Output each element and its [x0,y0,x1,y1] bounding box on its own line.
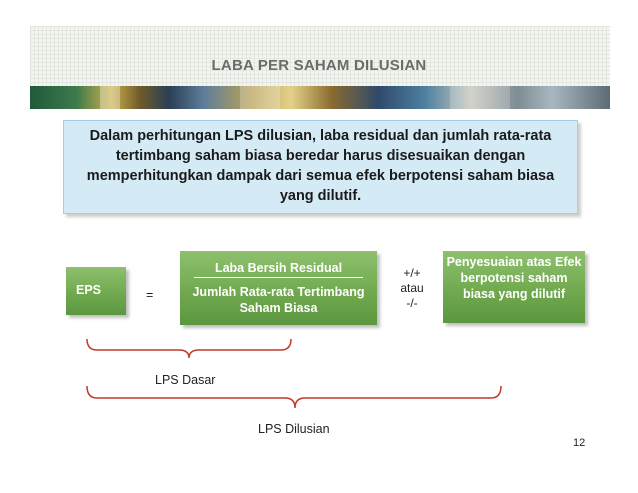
eps-label: EPS [76,283,102,297]
slide-title: LABA PER SAHAM DILUSIAN [211,57,427,74]
fraction-denominator: Jumlah Rata-rata Tertimbang Saham Biasa [192,285,365,315]
equals-sign: = [146,288,154,302]
lps-dilusian-label: LPS Dilusian [258,422,330,436]
page-number: 12 [573,437,586,449]
brace-basic [87,339,291,358]
operator-plus: +/+ [403,266,421,280]
definition-text: Dalam perhitungan LPS dilusian, laba residual dan jumlah rata-rata tertimbang saham biasa beredar harus disesuaikan dengan memperhitungkan dampak dari semua efek berpotensi saham biasa yang dilutif. [86,128,555,204]
adjustment-text: Penyesuaian atas Efek berpotensi saham biasa yang dilutif [446,255,582,301]
operator-minus: -/- [406,296,418,310]
operator-or: atau [400,281,424,295]
brace-diluted [87,386,501,408]
lps-dasar-label: LPS Dasar [155,373,216,387]
fraction-numerator: Laba Bersih Residual [194,261,363,278]
